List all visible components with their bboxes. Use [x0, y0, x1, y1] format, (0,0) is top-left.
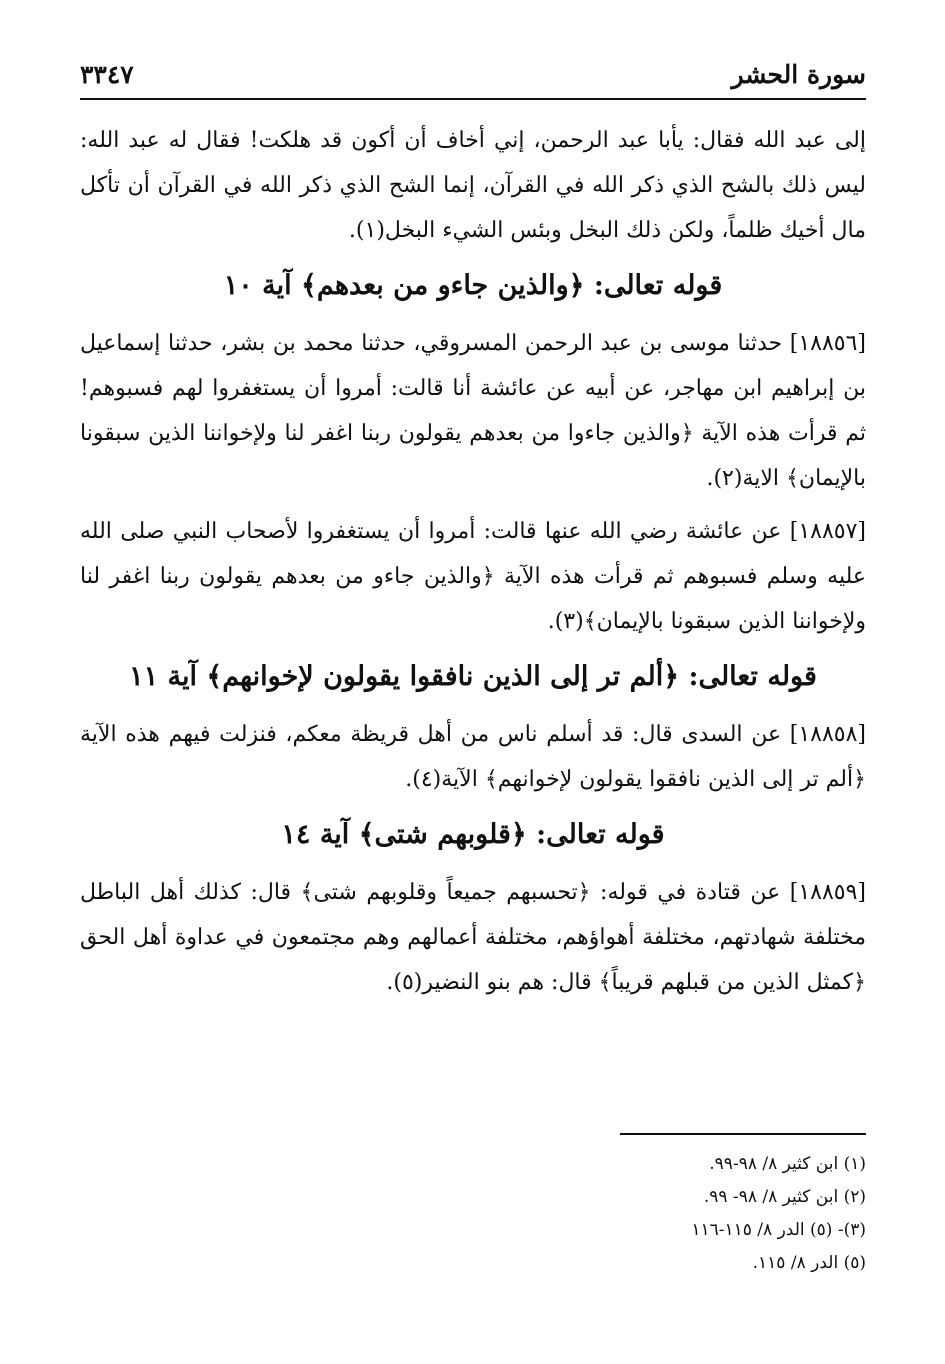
page-header: [80, 58, 866, 98]
main-text: [80, 118, 866, 1013]
narration-18858: [١٨٨٥٨] عن السدى قال: قد أسلم ناس من أهل قريظة معكم، فنزلت فيهم هذه الآية ﴿ألم تر إلى الذين نافقوا يقولون لإخوانهم﴾ الآية(٤).: [80, 722, 866, 792]
paragraph-1: إلى عبد الله فقال: يأبا عبد الرحمن، إني أخاف أن أكون قد هلكت! فقال له عبد الله: ليس ذلك بالشح الذي ذكر الله في القرآن، إنما الشح الذي ذكر الله في القرآن أن تأكل مال أخيك ظلماً، ولكن ذلك البخل وبئس الشيء البخل(١).: [80, 128, 866, 243]
narration-18859: [١٨٨٥٩] عن قتادة في قوله: ﴿تحسبهم جميعاً وقلوبهم شتى﴾ قال: كذلك أهل الباطل مختلفة شهادتهم، مختلفة أهواؤهم، مختلفة أعمالهم وهم مجتمعون في عداوة أهل الحق ﴿كمثل الذين من قبلهم قريباً﴾ قال: هم بنو النضير(٥).: [80, 880, 866, 995]
verse-heading-14: قوله تعالى: ﴿قلوبهم شتى﴾ آية ١٤: [281, 819, 665, 850]
footnote-divider: [620, 1133, 866, 1135]
narration-18857: [١٨٨٥٧] عن عائشة رضي الله عنها قالت: أمروا أن يستغفروا لأصحاب النبي صلى الله عليه وسلم فسبوهم ثم قرأت هذه الآية ﴿والذين جاءو من بعدهم يقولون ربنا اغفر لنا ولإخواننا الذين سبقونا بالإيمان﴾(٣).: [80, 519, 866, 634]
footnote-2: (٢) ابن كثير ٨/ ٩٨- ٩٩.: [703, 1187, 866, 1207]
page-number: ٣٣٤٧: [80, 60, 134, 89]
footnote-3: (٣)- (٥) الدر ٨/ ١١٥-١١٦: [691, 1220, 866, 1240]
verse-heading-10: قوله تعالى: ﴿والذين جاءو من بعدهم﴾ آية ١٠: [223, 270, 723, 301]
header-divider: [80, 98, 866, 100]
narration-18856: [١٨٨٥٦] حدثنا موسى بن عبد الرحمن المسروقي، حدثنا محمد بن بشر، حدثنا إسماعيل بن إبراهيم ابن مهاجر، عن أبيه عن عائشة أنا قالت: أمروا أن يستغفروا لهم فسبوهم! ثم قرأت هذه الآية ﴿والذين جاءوا من بعدهم يقولون ربنا اغفر لنا ولإخواننا الذين سبقونا بالإيمان﴾ الاية(٢).: [80, 331, 866, 491]
surah-title: سورة الحشر: [731, 60, 866, 89]
footnote-1: (١) ابن كثير ٨/ ٩٨-٩٩.: [709, 1154, 866, 1174]
footnote-4: (٥) الدر ٨/ ١١٥.: [752, 1253, 866, 1273]
footnotes: [500, 1148, 866, 1280]
verse-heading-11: قوله تعالى: ﴿ألم تر إلى الذين نافقوا يقولون لإخوانهم﴾ آية ١١: [129, 661, 817, 692]
